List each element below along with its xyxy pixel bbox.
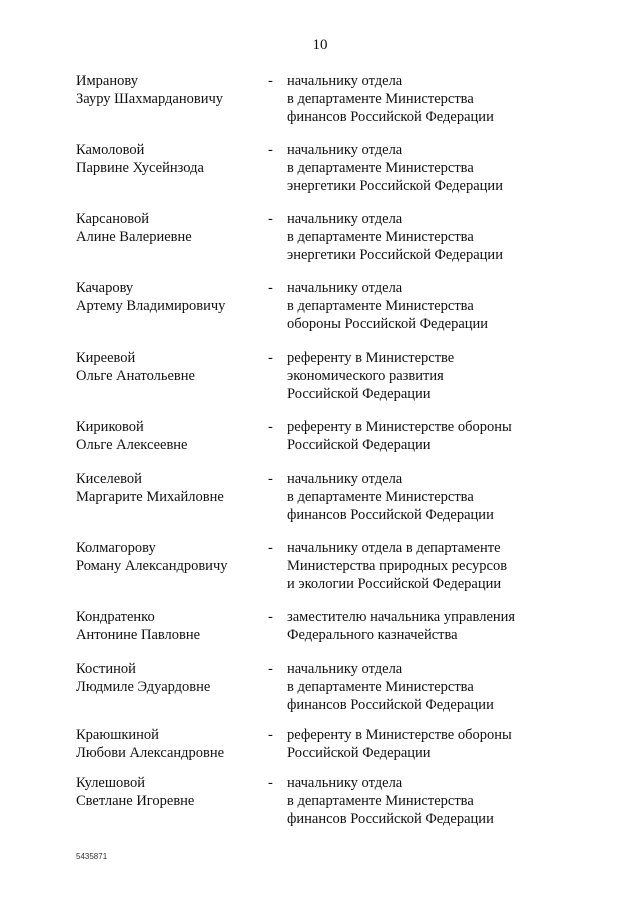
- position-line: начальнику отдела: [287, 280, 403, 296]
- position-line: в департаменте Министерства: [287, 91, 474, 107]
- position-title: [287, 418, 567, 454]
- given-names: Маргарите Михайловне: [76, 489, 224, 505]
- position-line: Российской Федерации: [287, 437, 431, 453]
- separator-dash: -: [268, 142, 273, 158]
- position-line: начальнику отдела в департаменте: [287, 540, 501, 556]
- position-line: в департаменте Министерства: [287, 160, 474, 176]
- surname: Киреевой: [76, 350, 136, 366]
- surname: Костиной: [76, 661, 136, 677]
- position-line: начальнику отдела: [287, 73, 403, 89]
- given-names: Роману Александровичу: [76, 558, 228, 574]
- surname: Камоловой: [76, 142, 145, 158]
- position-line: энергетики Российской Федерации: [287, 178, 503, 194]
- position-title: [287, 349, 567, 403]
- person-name: [76, 210, 266, 246]
- position-line: финансов Российской Федерации: [287, 109, 494, 125]
- position-line: Министерства природных ресурсов: [287, 558, 508, 574]
- separator-dash: -: [268, 775, 273, 791]
- given-names: Антонине Павловне: [76, 627, 201, 643]
- separator-dash: -: [268, 661, 273, 677]
- separator-dash: -: [268, 211, 273, 227]
- given-names: Алине Валериевне: [76, 229, 192, 245]
- separator-dash: -: [268, 419, 273, 435]
- person-name: [76, 349, 266, 385]
- separator-dash: -: [268, 727, 273, 743]
- position-line: финансов Российской Федерации: [287, 507, 494, 523]
- given-names: Людмиле Эдуардовне: [76, 679, 211, 695]
- given-names: Светлане Игоревне: [76, 793, 195, 809]
- position-line: финансов Российской Федерации: [287, 811, 494, 827]
- position-title: [287, 608, 567, 644]
- position-line: начальнику отдела: [287, 471, 403, 487]
- person-name: [76, 660, 266, 696]
- separator-dash: -: [268, 609, 273, 625]
- position-line: в департаменте Министерства: [287, 793, 474, 809]
- position-line: экономического развития: [287, 368, 444, 384]
- position-line: и экологии Российской Федерации: [287, 576, 502, 592]
- person-name: [76, 726, 266, 762]
- person-name: [76, 141, 266, 177]
- separator-dash: -: [268, 350, 273, 366]
- document-code: 5435871: [76, 852, 108, 861]
- position-line: Федерального казначейства: [287, 627, 458, 643]
- position-line: в департаменте Министерства: [287, 679, 474, 695]
- position-title: [287, 470, 567, 524]
- position-title: [287, 539, 567, 593]
- surname: Киселевой: [76, 471, 142, 487]
- position-title: [287, 72, 567, 126]
- position-line: обороны Российской Федерации: [287, 316, 489, 332]
- position-line: начальнику отдела: [287, 661, 403, 677]
- position-line: начальнику отдела: [287, 775, 403, 791]
- given-names: Ольге Анатольевне: [76, 368, 195, 384]
- person-name: [76, 470, 266, 506]
- position-title: [287, 279, 567, 333]
- position-line: Российской Федерации: [287, 745, 431, 761]
- given-names: Парвине Хусейнзода: [76, 160, 204, 176]
- position-line: референту в Министерстве: [287, 350, 455, 366]
- position-line: начальнику отдела: [287, 211, 403, 227]
- position-line: энергетики Российской Федерации: [287, 247, 503, 263]
- position-line: заместителю начальника управления: [287, 609, 516, 625]
- position-line: в департаменте Министерства: [287, 229, 474, 245]
- position-line: референту в Министерстве обороны: [287, 419, 512, 435]
- position-line: в департаменте Министерства: [287, 489, 474, 505]
- person-name: [76, 774, 266, 810]
- separator-dash: -: [268, 471, 273, 487]
- page-number: 10: [312, 37, 328, 53]
- person-name: [76, 279, 266, 315]
- position-title: [287, 141, 567, 195]
- person-name: [76, 608, 266, 644]
- person-name: [76, 72, 266, 108]
- given-names: Артему Владимировичу: [76, 298, 226, 314]
- position-line: финансов Российской Федерации: [287, 697, 494, 713]
- position-line: в департаменте Министерства: [287, 298, 474, 314]
- surname: Краюшкиной: [76, 727, 159, 743]
- position-title: [287, 210, 567, 264]
- position-line: начальнику отдела: [287, 142, 403, 158]
- surname: Качарову: [76, 280, 134, 296]
- surname: Имранову: [76, 73, 138, 89]
- separator-dash: -: [268, 540, 273, 556]
- given-names: Зауру Шахмардановичу: [76, 91, 224, 107]
- surname: Колмагорову: [76, 540, 156, 556]
- given-names: Ольге Алексеевне: [76, 437, 188, 453]
- given-names: Любови Александровне: [76, 745, 225, 761]
- surname: Кириковой: [76, 419, 144, 435]
- person-name: [76, 418, 266, 454]
- surname: Карсановой: [76, 211, 149, 227]
- position-title: [287, 774, 567, 828]
- position-line: Российской Федерации: [287, 386, 431, 402]
- person-name: [76, 539, 266, 575]
- separator-dash: -: [268, 280, 273, 296]
- surname: Кондратенко: [76, 609, 155, 625]
- surname: Кулешовой: [76, 775, 146, 791]
- position-title: [287, 726, 567, 762]
- separator-dash: -: [268, 73, 273, 89]
- position-line: референту в Министерстве обороны: [287, 727, 512, 743]
- position-title: [287, 660, 567, 714]
